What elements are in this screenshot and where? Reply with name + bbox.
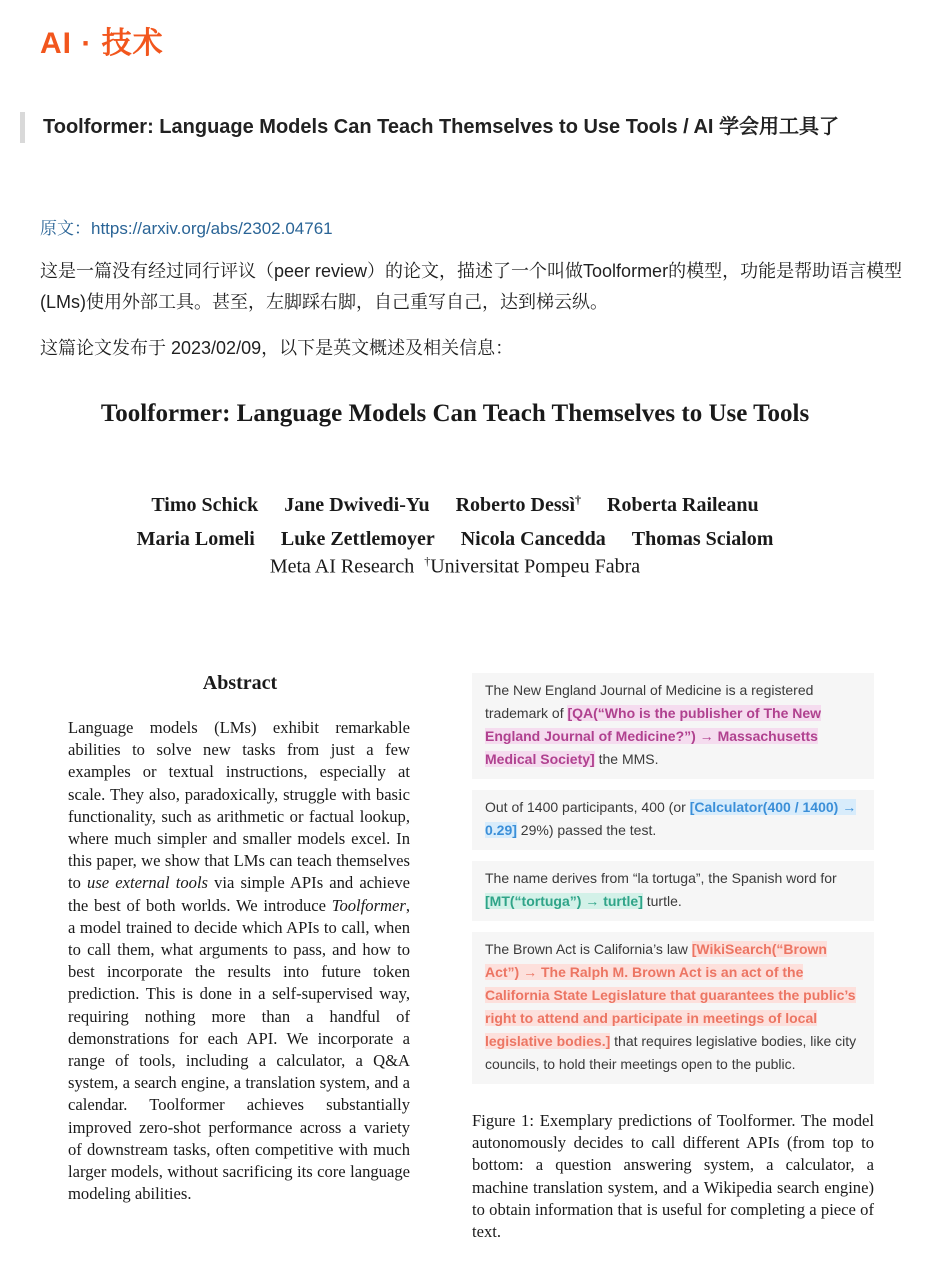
example-qa [472,673,874,779]
date-paragraph: 这篇论文发布于 2023/02/09，以下是英文概述及相关信息： [40,338,514,358]
author [456,494,581,516]
source-link[interactable]: https://arxiv.org/abs/2302.04761 [91,219,333,238]
example-mt [472,861,874,921]
author: Nicola Cancedda [460,527,606,550]
paper-title: Toolformer: Language Models Can Teach Themselves to Use Tools [100,400,810,427]
author: Roberta Raileanu [607,493,759,516]
api-call-mt: [MT(“tortuga”) → turtle] [485,893,643,909]
example-text: turtle. [642,893,682,909]
author: Jane Dwivedi-Yu [284,493,430,516]
abstract-heading: Abstract [202,672,278,694]
example-text: that requires legislative bodies, like city councils, to hold their meetings open to the public. [485,1033,857,1072]
affiliation-upf: Universitat Pompeu Fabra [430,555,641,578]
abstract-text: Language models (LMs) exhibit remarkable abilities to solve new tasks from just a few examples or textual instructions, especially at scale. They also, paradoxically, struggle with basic functionality, such as arithmetic or factual lookup, where much simpler and smaller models excel. In this paper, we show that LMs can teach themselves to [68,718,410,893]
abstract-text: via simple APIs and achieve the best of both worlds. We introduce [68,873,410,915]
abstract-emphasis: use external tools [87,873,209,893]
abstract-emphasis: Toolformer [331,895,406,915]
figure-examples [472,673,874,1095]
authors-row-1 [40,482,870,522]
paper-authors [40,482,870,556]
figure-caption: Figure 1: Exemplary predictions of Toolformer. The model autonomously decides to call different APIs (from top to bottom: a question answering system, a calculator, a machine translation system, and a Wikipedia search engine) to obtain information that is useful for completing a piece of text. [472,1111,874,1242]
example-text: the MMS. [594,751,659,767]
abstract-body [68,717,410,1205]
author: Maria Lomeli [136,527,255,550]
author: Timo Schick [151,493,259,516]
author: Luke Zettlemoyer [280,527,435,550]
abstract-text: , a model trained to decide which APIs to call, when to call them, what arguments to pass, and how to best incorporate the results into future token prediction. This is done in a self-supervised way, requiring nothing more than a handful of demonstrations for each API. We incorporate a range of tools, including a calculator, a Q&A system, a search engine, a translation system, and a calendar. Toolformer achieves substantially improved zero-shot performance across a variety of downstream tasks, often competitive with much larger models, without sacrificing its core language modeling abilities. [68,895,410,1204]
affiliations [40,554,870,579]
api-call-wikisearch: [WikiSearch(“Brown Act”) → The Ralph M. Brown Act is an act of the California State Legislature that guarantees the public’s right to attend and participate in meetings of local legislative bodies.] [485,941,856,1049]
article-title-quote [20,112,923,143]
example-text: The Brown Act is California’s law [485,941,692,957]
example-text: 29%) passed the test. [516,822,657,838]
affiliation-meta: Meta AI Research [269,555,415,578]
author: Thomas Scialom [631,527,774,550]
source-line [40,214,333,239]
example-calculator [472,790,874,850]
paper-screenshot [40,380,908,1270]
article-title: Toolformer: Language Models Can Teach Themselves to Use Tools / AI 学会用工具了 [43,116,840,138]
authors-row-2 [40,522,870,556]
api-call-qa: [QA(“Who is the publisher of The New England Journal of Medicine?”) → Massachusetts Medical Society] [485,705,822,767]
example-text: The name derives from “la tortuga”, the Spanish word for [485,870,837,886]
dagger-mark: † [424,554,431,568]
example-wikisearch [472,932,874,1084]
api-call-calculator: [Calculator(400 / 1400) → 0.29] [485,799,857,838]
source-label: 原文： [40,219,91,238]
author-name: Roberto Dessì [455,493,576,516]
intro-paragraph: 这是一篇没有经过同行评议（peer review）的论文，描述了一个叫做Toolformer的模型，功能是帮助语言模型(LMs)使用外部工具。甚至，左脚踩右脚，自己重写自己，达到梯云纵。 [40,261,903,312]
dagger-mark: † [575,492,582,506]
section-title: AI · 技术 [40,27,164,60]
example-text: The New England Journal of Medicine is a registered trademark of [485,682,814,721]
example-text: Out of 1400 participants, 400 (or [485,799,690,815]
